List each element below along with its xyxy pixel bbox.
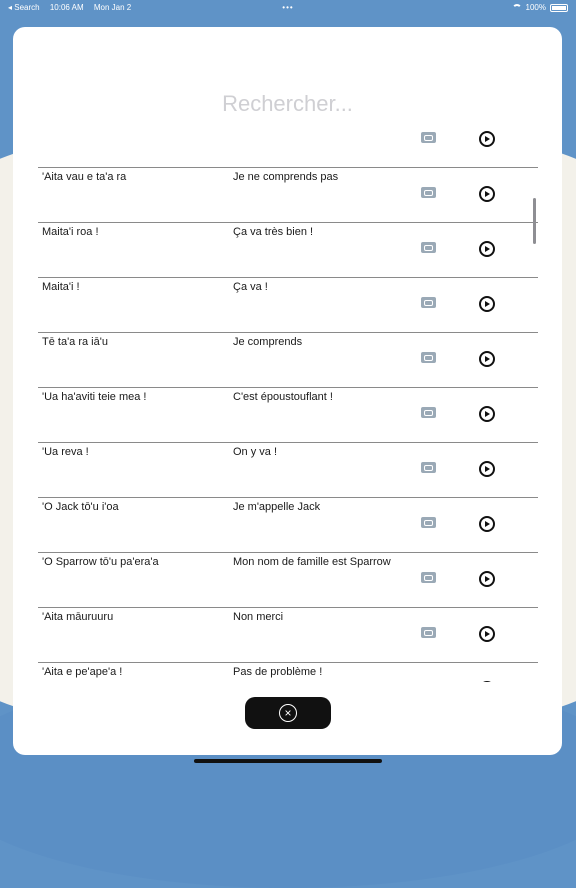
play-icon[interactable]: [479, 186, 495, 202]
tahitian-phrase: Maita'i roa !: [42, 226, 99, 238]
repeat-icon[interactable]: [421, 572, 436, 583]
list-item[interactable]: [38, 552, 538, 608]
play-icon[interactable]: [479, 516, 495, 532]
repeat-icon[interactable]: [421, 627, 436, 638]
french-translation: Mon nom de famille est Sparrow: [233, 556, 391, 568]
tahitian-phrase: 'O Jack tō'u i'oa: [42, 501, 119, 513]
list-item[interactable]: [38, 662, 538, 682]
play-icon[interactable]: [479, 241, 495, 257]
play-icon[interactable]: [479, 461, 495, 477]
play-icon[interactable]: [479, 131, 495, 147]
tahitian-phrase: 'Aita vau e ta'a ra: [42, 171, 127, 183]
back-to-search-link[interactable]: ◂ Search: [8, 3, 40, 12]
tahitian-phrase: 'O Sparrow tō'u pa'era'a: [42, 556, 159, 568]
list-item[interactable]: [38, 167, 538, 223]
phrase-list[interactable]: [38, 122, 538, 682]
multitasking-dots[interactable]: •••: [282, 3, 294, 12]
french-translation: Pas de problème !: [233, 666, 323, 678]
list-item[interactable]: [38, 607, 538, 663]
play-icon[interactable]: [479, 626, 495, 642]
play-icon[interactable]: [479, 296, 495, 312]
list-item[interactable]: [38, 332, 538, 388]
tahitian-phrase: 'Aita māuruuru: [42, 611, 114, 623]
status-bar: [0, 0, 576, 16]
repeat-icon[interactable]: [421, 352, 436, 363]
tahitian-phrase: Maita'i !: [42, 281, 80, 293]
status-date: Mon Jan 2: [93, 3, 132, 12]
list-item[interactable]: [38, 442, 538, 498]
french-translation: Ça va !: [233, 281, 268, 293]
tahitian-phrase: 'Aita e pe'ape'a !: [42, 666, 123, 678]
french-translation: C'est époustouflant !: [233, 391, 333, 403]
battery-percentage: 100%: [525, 3, 546, 12]
play-icon[interactable]: [479, 681, 495, 682]
list-item[interactable]: [38, 277, 538, 333]
list-item[interactable]: [38, 497, 538, 553]
home-indicator[interactable]: [194, 759, 382, 763]
close-button[interactable]: [245, 697, 331, 729]
play-icon[interactable]: [479, 351, 495, 367]
french-translation: On y va !: [233, 446, 278, 458]
list-item[interactable]: [38, 222, 538, 278]
close-icon: ×: [279, 704, 297, 722]
tahitian-phrase: Tē ta'a ra iā'u: [42, 336, 108, 348]
status-time: 10:06 AM: [49, 3, 84, 12]
search-input[interactable]: Rechercher...: [222, 91, 353, 116]
repeat-icon[interactable]: [421, 132, 436, 143]
repeat-icon[interactable]: [421, 462, 436, 473]
repeat-icon[interactable]: [421, 407, 436, 418]
tahitian-phrase: 'Ua ha'aviti teie mea !: [42, 391, 147, 403]
french-translation: Ça va très bien !: [233, 226, 314, 238]
french-translation: Non merci: [233, 611, 284, 623]
french-translation: Je comprends: [233, 336, 303, 348]
list-item[interactable]: [38, 122, 538, 168]
phrase-list-card: [13, 27, 562, 755]
list-item[interactable]: [38, 387, 538, 443]
repeat-icon[interactable]: [421, 297, 436, 308]
repeat-icon[interactable]: [421, 242, 436, 253]
french-translation: Je ne comprends pas: [233, 171, 339, 183]
play-icon[interactable]: [479, 571, 495, 587]
status-left: [8, 0, 139, 16]
french-translation: Je m'appelle Jack: [233, 501, 321, 513]
tahitian-phrase: 'Ua reva !: [42, 446, 89, 458]
battery-icon: [550, 4, 568, 12]
repeat-icon[interactable]: [421, 187, 436, 198]
wifi-icon: [512, 4, 522, 12]
status-right: [512, 0, 568, 16]
play-icon[interactable]: [479, 406, 495, 422]
repeat-icon[interactable]: [421, 517, 436, 528]
scroll-indicator[interactable]: [533, 198, 536, 244]
